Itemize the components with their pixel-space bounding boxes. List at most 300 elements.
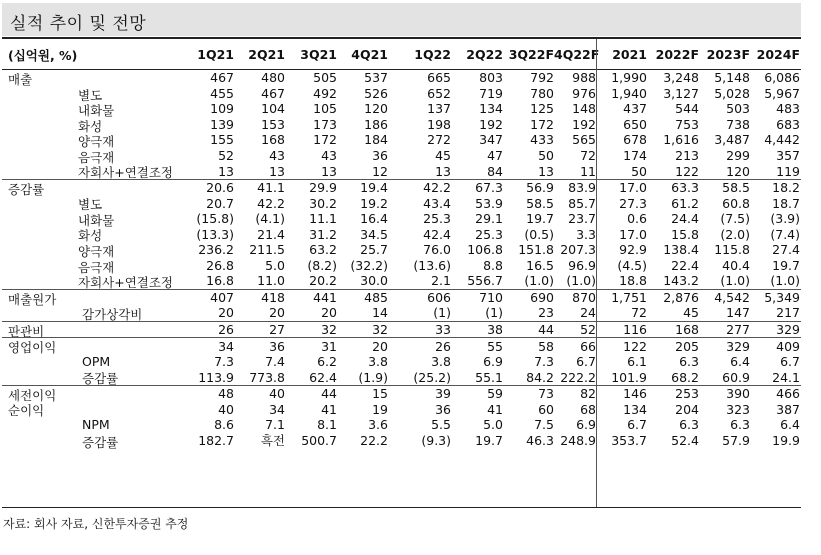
table-cell: 42.4 <box>423 226 451 242</box>
table-cell: 122 <box>675 163 699 179</box>
table-cell: 186 <box>364 116 388 132</box>
table-cell: 13 <box>435 163 451 179</box>
table-row <box>2 401 801 417</box>
table-cell: 55.1 <box>475 369 503 385</box>
column-header: 2024F <box>756 46 800 62</box>
table-cell: 5.5 <box>431 417 451 433</box>
table-cell: 29.9 <box>309 180 337 196</box>
table-cell: 4,442 <box>764 132 800 148</box>
table-cell: 19.7 <box>526 211 554 227</box>
table-body <box>2 70 801 448</box>
table-cell: 122 <box>623 338 647 354</box>
table-cell: 67.3 <box>475 180 503 196</box>
table-cell: 101.9 <box>611 369 647 385</box>
row-label-cell <box>2 163 188 179</box>
table-cell: 43 <box>269 148 285 163</box>
table-cell: 68.2 <box>671 369 699 385</box>
table-cell: 59 <box>487 386 503 402</box>
table-cell: 690 <box>530 289 554 305</box>
table-cell: 272 <box>427 132 451 148</box>
table-row <box>2 195 801 211</box>
table-cell: 253 <box>675 386 699 402</box>
row-label: 감가상각비 <box>82 307 143 323</box>
table-cell: (25.2) <box>413 369 451 385</box>
table-cell: 1,751 <box>611 289 647 305</box>
table-row <box>2 163 801 179</box>
column-header: 4Q21 <box>351 46 388 62</box>
table-cell: 45 <box>683 305 699 321</box>
table-cell: 665 <box>427 70 451 86</box>
row-label: 내화물 <box>78 212 115 228</box>
table-cell: 72 <box>631 305 647 321</box>
table-cell: 172 <box>530 116 554 132</box>
table-cell: 7.4 <box>265 354 285 370</box>
table-cell: 20 <box>372 338 388 354</box>
table-cell: 7.5 <box>534 417 554 433</box>
table-cell: 3,248 <box>663 70 699 86</box>
table-cell: 407 <box>210 289 234 305</box>
table-cell: 556.7 <box>467 273 503 289</box>
table-cell: (1.0) <box>770 273 800 289</box>
table-cell: 16.8 <box>206 273 234 289</box>
table-cell: 5.0 <box>265 257 285 273</box>
table-cell: 30.0 <box>360 273 388 289</box>
table-cell: 6.9 <box>483 354 503 370</box>
table-cell: 353.7 <box>611 432 647 448</box>
column-header: 4Q22F <box>554 46 600 62</box>
table-row <box>2 101 801 117</box>
table-row <box>2 354 801 370</box>
table-cell: 27.3 <box>619 195 647 211</box>
table-cell: 13 <box>321 163 337 179</box>
table-cell: 213 <box>675 148 699 163</box>
table-row <box>2 86 801 102</box>
table-cell: 3.8 <box>368 354 388 370</box>
row-label-cell <box>2 273 188 289</box>
table-cell: 82 <box>580 386 596 402</box>
table-cell: 116 <box>623 322 647 338</box>
table-cell: 44 <box>321 386 337 402</box>
table-cell: 60.9 <box>722 369 750 385</box>
table-cell: 25.3 <box>475 226 503 242</box>
table-cell: 184 <box>364 132 388 148</box>
table-cell: 652 <box>427 85 451 101</box>
table-cell: 792 <box>530 70 554 86</box>
table-cell: 151.8 <box>518 242 554 258</box>
row-label: 매출 <box>8 72 33 87</box>
table-cell: 7.1 <box>265 417 285 433</box>
table-cell: 8.6 <box>214 417 234 433</box>
table-cell: 7.3 <box>534 354 554 370</box>
table-cell: 6.3 <box>730 417 750 433</box>
table-cell: 13 <box>218 163 234 179</box>
row-label-cell <box>2 242 188 258</box>
row-label-cell <box>2 401 188 417</box>
table-cell: 24.4 <box>671 211 699 227</box>
table-cell: 205 <box>675 338 699 354</box>
table-cell: 492 <box>313 85 337 101</box>
table-cell: 27.4 <box>772 242 800 258</box>
table-cell: 173 <box>313 116 337 132</box>
table-cell: 26.8 <box>206 257 234 273</box>
table-cell: 347 <box>479 132 503 148</box>
table-row <box>2 70 801 86</box>
table-cell: 466 <box>776 386 800 402</box>
table-cell: 7.3 <box>214 354 234 370</box>
table-cell: 120 <box>364 101 388 117</box>
table-cell: 1,940 <box>611 85 647 101</box>
table-cell: (9.3) <box>421 432 451 448</box>
table-cell: 217 <box>776 305 800 321</box>
table-cell: 3,487 <box>714 132 750 148</box>
table-cell: 63.3 <box>671 180 699 196</box>
table-cell: 73 <box>538 386 554 402</box>
table-cell: 11.1 <box>309 211 337 227</box>
table-cell: 5,967 <box>764 85 800 101</box>
table-cell: 480 <box>261 70 285 86</box>
row-label-cell <box>2 433 188 449</box>
table-cell: 6.7 <box>627 417 647 433</box>
table-cell: 50 <box>631 163 647 179</box>
row-label-cell <box>2 369 188 385</box>
table-cell: 0.6 <box>627 211 647 227</box>
table-cell: 387 <box>776 401 800 417</box>
table-cell: 16.4 <box>360 211 388 227</box>
table-row <box>2 369 801 385</box>
table-cell: 63.2 <box>309 242 337 258</box>
row-label: 음극재 <box>78 149 115 165</box>
row-label-cell <box>2 132 188 148</box>
row-label-cell <box>2 386 188 402</box>
table-cell: 6.7 <box>576 354 596 370</box>
table-cell: 26 <box>218 322 234 338</box>
table-cell: 20 <box>269 305 285 321</box>
table-cell: 47 <box>487 148 503 163</box>
table-cell: 323 <box>726 401 750 417</box>
table-cell: 198 <box>427 116 451 132</box>
table-cell: 16.5 <box>526 257 554 273</box>
table-cell: (3.9) <box>770 211 800 227</box>
table-cell: 19.7 <box>772 257 800 273</box>
table-cell: 34 <box>269 401 285 417</box>
table-cell: 6.9 <box>576 417 596 433</box>
table-cell: 58 <box>538 338 554 354</box>
table-cell: 52.4 <box>671 432 699 448</box>
table-cell: 38 <box>487 322 503 338</box>
table-row <box>2 289 801 306</box>
table-cell: 168 <box>675 322 699 338</box>
table-cell: 66 <box>580 338 596 354</box>
table-cell: 17.0 <box>619 226 647 242</box>
row-label-cell <box>2 101 188 117</box>
table-cell: 329 <box>726 338 750 354</box>
table-cell: 710 <box>479 289 503 305</box>
table-cell: 182.7 <box>198 432 234 448</box>
table-row <box>2 148 801 164</box>
table-cell: 60 <box>538 401 554 417</box>
table-cell: 134 <box>479 101 503 117</box>
table-cell: 6.2 <box>317 354 337 370</box>
table-cell: 56.9 <box>526 180 554 196</box>
table-cell: 537 <box>364 70 388 86</box>
table-cell: 57.9 <box>722 432 750 448</box>
table-cell: 61.2 <box>671 195 699 211</box>
table-cell: 6,086 <box>764 70 800 86</box>
table-cell: 870 <box>572 289 596 305</box>
table-row <box>2 258 801 274</box>
table-cell: (1.0) <box>524 273 554 289</box>
row-label-cell <box>2 354 188 370</box>
row-label-cell <box>2 322 188 338</box>
table-cell: 44 <box>538 322 554 338</box>
table-cell: 357 <box>776 148 800 163</box>
table-cell: 5,148 <box>714 70 750 86</box>
row-label: 화성 <box>78 118 103 134</box>
row-label: 화성 <box>78 228 103 244</box>
table-cell: 24.1 <box>772 369 800 385</box>
row-label: 세전이익 <box>8 387 57 403</box>
table-cell: 18.8 <box>619 273 647 289</box>
table-cell: 277 <box>726 322 750 338</box>
row-label-cell <box>2 305 188 321</box>
table-cell: 773.8 <box>249 369 285 385</box>
table-row <box>2 226 801 242</box>
table-cell: 13 <box>538 163 554 179</box>
table-row <box>2 273 801 289</box>
table-cell: 738 <box>726 116 750 132</box>
table-cell: (1.0) <box>566 273 596 289</box>
row-label: 내화물 <box>78 103 115 119</box>
table-cell: 20.7 <box>206 195 234 211</box>
table-row <box>2 211 801 227</box>
row-label-cell <box>2 86 188 102</box>
table-cell: 299 <box>726 148 750 163</box>
table-cell: (7.5) <box>720 211 750 227</box>
table-cell: 207.3 <box>560 242 596 258</box>
table-cell: 30.2 <box>309 195 337 211</box>
row-label: 영업이익 <box>8 340 57 356</box>
table-cell: 68 <box>580 401 596 417</box>
table-cell: 20.6 <box>206 180 234 196</box>
table-cell: 24 <box>580 305 596 321</box>
table-cell: 467 <box>210 70 234 86</box>
table-cell: 153 <box>261 116 285 132</box>
table-cell: 83.9 <box>568 180 596 196</box>
table-cell: 11 <box>580 163 596 179</box>
table-cell: 503 <box>726 101 750 117</box>
table-cell: 976 <box>572 85 596 101</box>
table-cell: 22.2 <box>360 432 388 448</box>
table-row <box>2 305 801 321</box>
table-cell: 19.4 <box>360 180 388 196</box>
column-header: 2Q21 <box>248 46 285 62</box>
page-title: 실적 추이 및 전망 <box>10 14 147 34</box>
row-label: 증감률 <box>8 181 45 197</box>
table-cell: 20 <box>218 305 234 321</box>
table-row <box>2 242 801 258</box>
table-cell: (4.5) <box>617 257 647 273</box>
table-cell: 505 <box>313 70 337 86</box>
table-row <box>2 433 801 449</box>
table-cell: 41.1 <box>257 180 285 196</box>
table-cell: 19.7 <box>475 432 503 448</box>
column-header: 1Q22 <box>414 46 451 62</box>
table-cell: 147 <box>726 305 750 321</box>
table-cell: 19.9 <box>772 432 800 448</box>
table-cell: 390 <box>726 386 750 402</box>
table-cell: 483 <box>776 101 800 117</box>
table-cell: 753 <box>675 116 699 132</box>
table-cell: 76.0 <box>423 242 451 258</box>
table-row <box>2 117 801 133</box>
table-cell: 50 <box>538 148 554 163</box>
table-cell: (8.2) <box>307 257 337 273</box>
table-cell: 40 <box>218 401 234 417</box>
row-label: 판관비 <box>8 323 45 339</box>
table-cell: 4,542 <box>714 289 750 305</box>
table-cell: 125 <box>530 101 554 117</box>
table-cell: 84 <box>487 163 503 179</box>
table-cell: 455 <box>210 85 234 101</box>
table-cell: 34 <box>218 338 234 354</box>
row-label-cell <box>2 117 188 133</box>
table-cell: 113.9 <box>198 369 234 385</box>
row-label-cell <box>2 338 188 354</box>
table-cell: 43 <box>321 148 337 163</box>
table-cell: 55 <box>487 338 503 354</box>
row-label: 별도 <box>78 87 103 103</box>
table-cell: 119 <box>776 163 800 179</box>
row-label: 음극재 <box>78 259 115 275</box>
table-cell: 3.3 <box>576 226 596 242</box>
table-cell: 22.4 <box>671 257 699 273</box>
table-cell: 58.5 <box>526 195 554 211</box>
column-header: 2021 <box>612 46 647 62</box>
source-note: 자료: 회사 자료, 신한투자증권 추정 <box>3 517 189 531</box>
row-label: 별도 <box>78 197 103 213</box>
table-cell: 172 <box>313 132 337 148</box>
table-cell: 6.3 <box>679 354 699 370</box>
table-cell: 526 <box>364 85 388 101</box>
table-cell: 155 <box>210 132 234 148</box>
table-cell: 988 <box>572 70 596 86</box>
table-cell: 31.2 <box>309 226 337 242</box>
earnings-table <box>2 37 801 448</box>
table-cell: 43.4 <box>423 195 451 211</box>
table-row <box>2 385 801 402</box>
table-cell: 42.2 <box>423 180 451 196</box>
row-label: 증감률 <box>82 371 119 387</box>
table-cell: 52 <box>580 322 596 338</box>
table-cell: 흑전 <box>260 433 285 449</box>
table-cell: 2,876 <box>663 289 699 305</box>
table-cell: 606 <box>427 289 451 305</box>
table-cell: 780 <box>530 85 554 101</box>
table-cell: 1,616 <box>663 132 699 148</box>
table-cell: 41 <box>487 401 503 417</box>
table-cell: 500.7 <box>301 432 337 448</box>
table-cell: 650 <box>623 116 647 132</box>
table-cell: 36 <box>372 148 388 163</box>
table-cell: 168 <box>261 132 285 148</box>
table-cell: 803 <box>479 70 503 86</box>
table-cell: 143.2 <box>663 273 699 289</box>
table-cell: 13 <box>269 163 285 179</box>
table-cell: 467 <box>261 85 285 101</box>
table-cell: 192 <box>479 116 503 132</box>
table-cell: 15 <box>372 386 388 402</box>
table-cell: 27 <box>269 322 285 338</box>
row-label-cell <box>2 417 188 433</box>
table-cell: (1.9) <box>358 369 388 385</box>
table-cell: 437 <box>623 101 647 117</box>
table-cell: 106.8 <box>467 242 503 258</box>
table-cell: (2.0) <box>720 226 750 242</box>
table-row <box>2 321 801 338</box>
table-cell: (1) <box>485 305 503 321</box>
table-cell: 6.1 <box>627 354 647 370</box>
table-cell: 248.9 <box>560 432 596 448</box>
row-label: 자회사+연결조정 <box>78 165 173 181</box>
table-cell: 84.2 <box>526 369 554 385</box>
table-cell: 174 <box>623 148 647 163</box>
table-cell: 5,028 <box>714 85 750 101</box>
table-cell: 19 <box>372 401 388 417</box>
table-cell: 5,349 <box>764 289 800 305</box>
table-cell: (4.1) <box>255 211 285 227</box>
table-cell: 39 <box>435 386 451 402</box>
table-cell: 17.0 <box>619 180 647 196</box>
table-cell: 15.8 <box>671 226 699 242</box>
table-cell: 46.3 <box>526 432 554 448</box>
table-cell: (1) <box>433 305 451 321</box>
table-cell: 6.3 <box>679 417 699 433</box>
row-label-cell <box>2 226 188 242</box>
table-cell: 565 <box>572 132 596 148</box>
table-cell: 433 <box>530 132 554 148</box>
table-cell: 32 <box>372 322 388 338</box>
table-cell: 104 <box>261 101 285 117</box>
table-cell: 11.0 <box>257 273 285 289</box>
unit-label: (십억원, %) <box>8 48 78 63</box>
row-label: 양극재 <box>78 244 115 260</box>
table-cell: 211.5 <box>249 242 285 258</box>
table-cell: 418 <box>261 289 285 305</box>
table-cell: 18.7 <box>772 195 800 211</box>
table-cell: 3.8 <box>431 354 451 370</box>
row-label: 자회사+연결조정 <box>78 275 173 291</box>
table-cell: 3.6 <box>368 417 388 433</box>
table-cell: 36 <box>435 401 451 417</box>
table-cell: 146 <box>623 386 647 402</box>
table-cell: 485 <box>364 289 388 305</box>
column-header: 2Q22 <box>466 46 503 62</box>
table-cell: 6.4 <box>730 354 750 370</box>
table-row <box>2 132 801 148</box>
table-cell: 23 <box>538 305 554 321</box>
table-cell: 109 <box>210 101 234 117</box>
table-header-row <box>2 37 801 70</box>
table-cell: (13.3) <box>196 226 234 242</box>
table-cell: 18.2 <box>772 180 800 196</box>
table-cell: 544 <box>675 101 699 117</box>
table-cell: 20.2 <box>309 273 337 289</box>
table-cell: 6.4 <box>780 417 800 433</box>
table-bottom-border <box>2 507 801 508</box>
table-cell: 72 <box>580 148 596 163</box>
row-label-cell <box>2 211 188 227</box>
table-cell: 62.4 <box>309 369 337 385</box>
